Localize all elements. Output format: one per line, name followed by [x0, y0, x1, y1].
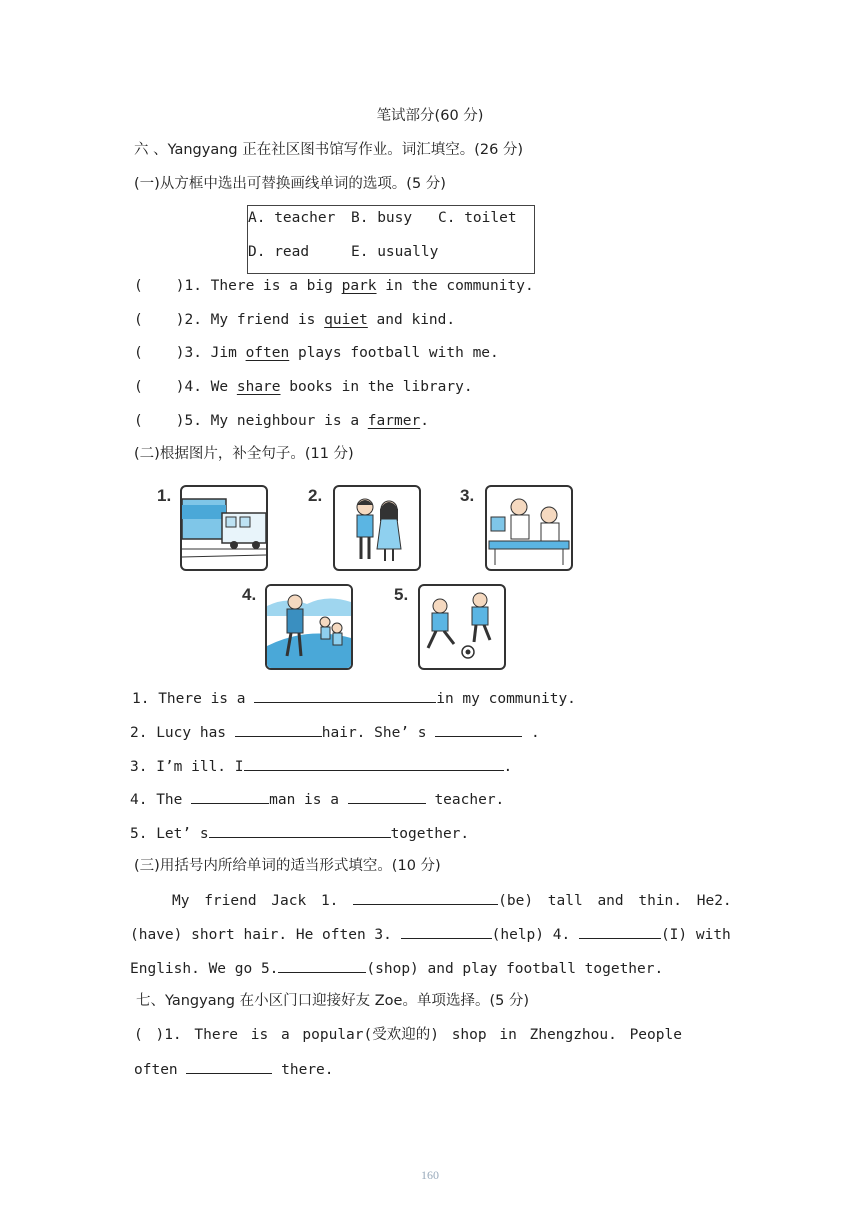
- picture-number-5: 5.: [394, 585, 409, 604]
- sub2-heading: (二)根据图片，补全句子。(11 分): [134, 446, 354, 462]
- underlined-word: quiet: [324, 312, 368, 328]
- sub1-item-3: ( )3. Jim often plays football with me.: [134, 345, 499, 361]
- picture-number-1: 1.: [157, 486, 172, 505]
- answer-blank[interactable]: [353, 890, 498, 905]
- option-d: D. read: [248, 244, 310, 260]
- picture-bus-stop: [180, 485, 268, 571]
- answer-blank[interactable]: [186, 1059, 272, 1074]
- sub1-item-4: ( )4. We share books in the library.: [134, 379, 473, 395]
- picture-number-3: 3.: [460, 486, 475, 505]
- sub2-sentence-1: 1. There is a in my community.: [132, 688, 576, 709]
- answer-blank[interactable]: [191, 789, 269, 804]
- part7-q1-line-1: ( )1. There is a popular(受欢迎的) shop in Zhengzhou. People: [134, 1027, 682, 1043]
- sub3-line-1: My friend Jack 1. (be) tall and thin. He2.: [172, 890, 732, 911]
- answer-blank[interactable]: [348, 789, 426, 804]
- answer-blank[interactable]: [435, 722, 522, 737]
- part7-q1-line-2: often there.: [134, 1059, 334, 1080]
- picture-pe-teacher: [265, 584, 353, 670]
- picture-doctor: [485, 485, 573, 571]
- page-number: 160: [421, 1168, 439, 1182]
- sub2-sentence-5: 5. Let’ s together.: [130, 823, 469, 844]
- answer-paren[interactable]: (: [134, 345, 143, 361]
- sub1-item-2: ( )2. My friend is quiet and kind.: [134, 312, 456, 328]
- part7-heading: 七、Yangyang 在小区门口迎接好友 Zoe。单项选择。(5 分): [136, 993, 530, 1009]
- answer-paren[interactable]: (: [134, 413, 143, 429]
- picture-football: [418, 584, 506, 670]
- underlined-word: farmer: [367, 413, 421, 429]
- sub2-sentence-3: 3. I’m ill. I .: [130, 756, 512, 777]
- answer-blank[interactable]: [235, 722, 322, 737]
- section-title: 笔试部分(60 分): [376, 108, 484, 124]
- picture-number-4: 4.: [242, 585, 257, 604]
- underlined-word: share: [236, 379, 281, 395]
- underlined-word: often: [245, 345, 290, 361]
- answer-blank[interactable]: [244, 756, 504, 771]
- part6-heading: 六 、Yangyang 正在社区图书馆写作业。词汇填空。(26 分): [134, 142, 524, 158]
- sub2-sentence-2: 2. Lucy has hair. She’ s .: [130, 722, 540, 743]
- answer-blank[interactable]: [579, 924, 661, 939]
- sub3-heading: (三)用括号内所给单词的适当形式填空。(10 分): [134, 858, 441, 874]
- sub1-item-1: ( )1. There is a big park in the community.: [134, 278, 534, 294]
- option-b: B. busy: [351, 210, 413, 226]
- answer-paren[interactable]: (: [134, 379, 143, 395]
- picture-two-girls: [333, 485, 421, 571]
- underlined-word: park: [341, 278, 377, 294]
- sub1-item-5: ( )5. My neighbour is a farmer.: [134, 413, 429, 429]
- answer-paren[interactable]: (: [134, 278, 143, 294]
- sub2-sentence-4: 4. The man is a teacher.: [130, 789, 504, 810]
- sub1-heading: (一)从方框中选出可替换画线单词的选项。(5 分): [134, 176, 446, 192]
- picture-number-2: 2.: [308, 486, 323, 505]
- option-c: C. toilet: [438, 210, 517, 226]
- option-a: A. teacher: [248, 210, 336, 226]
- sub3-line-3: English. We go 5. (shop) and play football together.: [130, 958, 663, 979]
- option-e: E. usually: [351, 244, 439, 260]
- sub3-line-2: (have) short hair. He often 3. (help) 4. (I) with: [130, 924, 731, 945]
- answer-blank[interactable]: [209, 823, 391, 838]
- answer-paren[interactable]: (: [134, 312, 143, 328]
- answer-blank[interactable]: [278, 958, 366, 973]
- answer-blank[interactable]: [401, 924, 492, 939]
- answer-blank[interactable]: [254, 688, 436, 703]
